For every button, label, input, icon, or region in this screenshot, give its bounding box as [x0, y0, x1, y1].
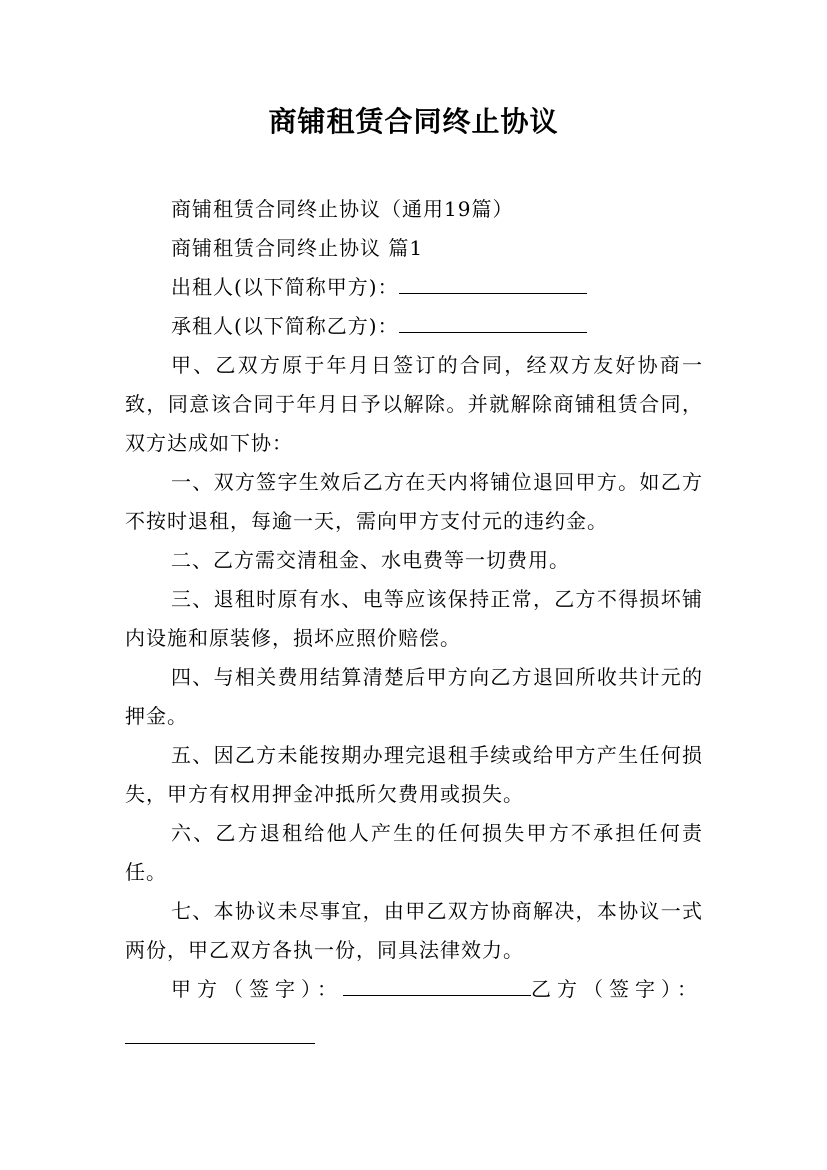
clause-6: 六、乙方退租给他人产生的任何损失甲方不承担任何责任。 [125, 821, 703, 884]
signature-row [125, 970, 703, 1009]
clause-2: 二、乙方需交清租金、水电费等一切费用。 [171, 548, 570, 572]
document-title: 商铺租赁合同终止协议 [268, 105, 559, 138]
section-heading: 商铺租赁合同终止协议 篇1 [171, 236, 424, 260]
lessee-blank [399, 308, 587, 333]
party-b-signature-label: 乙方（签字）： [531, 977, 703, 1001]
lessee-label: 承租人(以下简称乙方)： [171, 314, 399, 338]
clause-4: 四、与相关费用结算清楚后甲方向乙方退回所收共计元的押金。 [125, 665, 703, 728]
lessee-line [125, 307, 703, 346]
party-b-signature-blank [125, 1009, 315, 1044]
lessor-label: 出租人(以下简称甲方)： [171, 275, 399, 299]
document-body [125, 190, 703, 1044]
clause-3: 三、退租时原有水、电等应该保持正常，乙方不得损坏铺内设施和原装修，损坏应照价赔偿。 [125, 587, 703, 650]
party-a-signature-label: 甲方（签字）： [171, 977, 343, 1001]
lessor-blank [399, 269, 587, 294]
lessor-line [125, 268, 703, 307]
subtitle-paragraph: 商铺租赁合同终止协议（通用19篇） [171, 197, 514, 221]
clause-5: 五、因乙方未能按期办理完退租手续或给甲方产生任何损失，甲方有权用押金冲抵所欠费用或损失。 [125, 743, 703, 806]
clause-intro: 甲、乙双方原于年月日签订的合同，经双方友好协商一致，同意该合同于年月日予以解除。并就解除商铺租赁合同，双方达成如下协： [125, 353, 703, 455]
clause-1: 一、双方签字生效后乙方在天内将铺位退回甲方。如乙方不按时退租，每逾一天，需向甲方支付元的违约金。 [125, 470, 703, 533]
clause-7: 七、本协议未尽事宜，由甲乙双方协商解决，本协议一式两份，甲乙双方各执一份，同具法律效力。 [125, 899, 703, 962]
party-a-signature-blank [343, 971, 531, 996]
